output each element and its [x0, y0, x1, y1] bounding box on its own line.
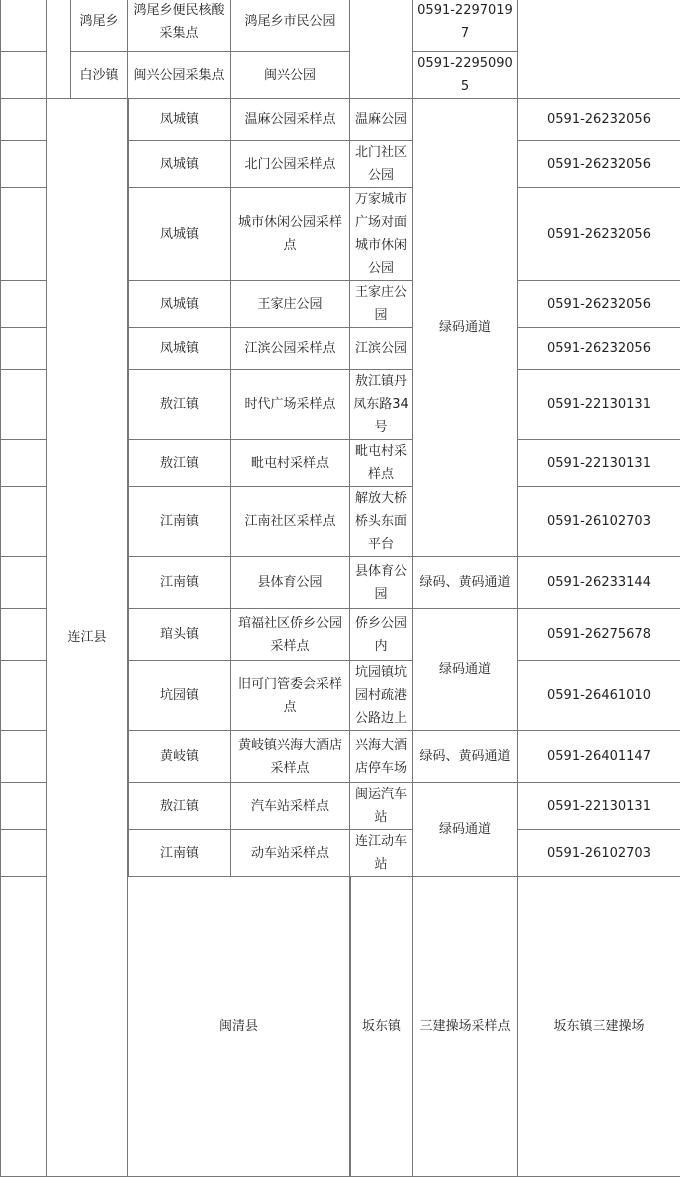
- channel-cell: 绿码通道: [413, 783, 518, 877]
- county-cell: [0, 52, 47, 99]
- county-left-cell: [0, 370, 47, 440]
- county-name-cell: 闽清县: [128, 877, 350, 1177]
- address-cell: 坂东镇三建操场: [518, 877, 680, 1177]
- site-cell: 汽车站采样点: [231, 783, 350, 830]
- address-cell: 敖江镇丹凤东路34号: [350, 370, 413, 440]
- site-phone-cell: 0591-26232056: [518, 188, 680, 281]
- site-cell: 王家庄公园: [231, 281, 350, 328]
- site-phone-cell: 0591-26232056: [518, 141, 680, 188]
- address-cell: 侨乡公园内: [350, 609, 413, 661]
- address-cell: 解放大桥桥头东面平台: [350, 487, 413, 557]
- site-cell: 旧可门管委会采样点: [231, 661, 350, 731]
- address-cell: 万家城市广场对面城市休闲公园: [350, 188, 413, 281]
- site-phone-cell: 0591-26461010: [518, 661, 680, 731]
- site-phone-cell: 0591-22130131: [518, 440, 680, 487]
- town-cell: 江南镇: [128, 487, 231, 557]
- site-cell: 温麻公园采样点: [231, 99, 350, 141]
- site-phone-cell: 0591-26102703: [518, 487, 680, 557]
- site-cell: 三建操场采样点: [413, 877, 518, 1177]
- site-cell: 毗屯村采样点: [231, 440, 350, 487]
- site-phone-cell: 0591-26232056: [518, 99, 680, 141]
- town-cell: 黄岐镇: [128, 731, 231, 783]
- address-cell: 鸿尾乡市民公园: [231, 0, 350, 52]
- address-cell: 闽兴公园: [231, 52, 350, 99]
- address-cell: 坑园镇坑园村疏港公路边上: [350, 661, 413, 731]
- channel-cell: 绿码通道: [413, 609, 518, 731]
- site-cell: 城市休闲公园采样点: [231, 188, 350, 281]
- county-cell: [47, 0, 71, 99]
- site-phone-cell: 0591-26275678: [518, 609, 680, 661]
- county-left-cell: [0, 609, 47, 661]
- address-cell: 北门社区公园: [350, 141, 413, 188]
- site-phone-cell: 0591-22950905: [413, 52, 518, 99]
- site-cell: 县体育公园: [231, 557, 350, 609]
- town-cell: 敖江镇: [128, 440, 231, 487]
- town-cell: 敖江镇: [128, 783, 231, 830]
- site-phone-cell: 0591-22130131: [518, 783, 680, 830]
- address-cell: 连江动车站: [350, 830, 413, 877]
- town-cell: 琯头镇: [128, 609, 231, 661]
- town-cell: 敖江镇: [128, 370, 231, 440]
- county-left-cell: [0, 141, 47, 188]
- site-cell: 江滨公园采样点: [231, 328, 350, 370]
- site-cell: 江南社区采样点: [231, 487, 350, 557]
- county-left-cell: [0, 328, 47, 370]
- site-cell: 黄岐镇兴海大酒店采样点: [231, 731, 350, 783]
- county-cell: [0, 0, 47, 52]
- channel-cell: 绿码、黄码通道: [413, 557, 518, 609]
- table-row: [0, 0, 680, 52]
- site-phone-cell: 0591-26232056: [518, 328, 680, 370]
- county-left-cell: [0, 731, 47, 783]
- site-phone-cell: 0591-26102703: [518, 830, 680, 877]
- county-left-cell: [0, 281, 47, 328]
- site-cell: 鸿尾乡便民核酸采集点: [128, 0, 231, 52]
- channel-cell: 绿码、黄码通道: [413, 731, 518, 783]
- address-cell: 温麻公园: [350, 99, 413, 141]
- county-left-cell: [0, 440, 47, 487]
- town-cell: 坑园镇: [128, 661, 231, 731]
- county-left-cell: [0, 877, 47, 1177]
- town-cell: 凤城镇: [128, 328, 231, 370]
- county-left-cell: [0, 487, 47, 557]
- site-cell: 琯福社区侨乡公园采样点: [231, 609, 350, 661]
- address-cell: 县体育公园: [350, 557, 413, 609]
- site-phone-cell: 0591-26233144: [518, 557, 680, 609]
- address-cell: 毗屯村采样点: [350, 440, 413, 487]
- address-cell: 王家庄公园: [350, 281, 413, 328]
- site-phone-cell: 0591-22970197: [413, 0, 518, 52]
- site-phone-cell: 0591-26401147: [518, 731, 680, 783]
- address-cell: 兴海大酒店停车场: [350, 731, 413, 783]
- county-left-cell: [0, 830, 47, 877]
- site-phone-cell: 0591-26232056: [518, 281, 680, 328]
- site-cell: 北门公园采样点: [231, 141, 350, 188]
- town-cell: 江南镇: [128, 557, 231, 609]
- town-cell: 凤城镇: [128, 188, 231, 281]
- county-phone-cell: [518, 0, 680, 99]
- town-cell: 鸿尾乡: [71, 0, 128, 52]
- town-cell: 凤城镇: [128, 281, 231, 328]
- county-left-cell: [0, 783, 47, 830]
- address-cell: 江滨公园: [350, 328, 413, 370]
- address-cell: 闽运汽车站: [350, 783, 413, 830]
- county-left-cell: [0, 661, 47, 731]
- site-cell: 时代广场采样点: [231, 370, 350, 440]
- site-cell: 动车站采样点: [231, 830, 350, 877]
- channel-cell: [350, 0, 413, 99]
- town-cell: 凤城镇: [128, 99, 231, 141]
- table-row: [0, 99, 680, 141]
- channel-cell: 绿码通道: [413, 99, 518, 557]
- site-phone-cell: 0591-22130131: [518, 370, 680, 440]
- town-cell: 坂东镇: [350, 877, 413, 1177]
- county-left-cell: [0, 99, 47, 141]
- town-cell: 江南镇: [128, 830, 231, 877]
- town-cell: 白沙镇: [71, 52, 128, 99]
- town-cell: 凤城镇: [128, 141, 231, 188]
- site-cell: 闽兴公园采集点: [128, 52, 231, 99]
- county-left-cell: [0, 188, 47, 281]
- county-left-cell: [0, 557, 47, 609]
- county-name-cell: 连江县: [47, 99, 128, 1177]
